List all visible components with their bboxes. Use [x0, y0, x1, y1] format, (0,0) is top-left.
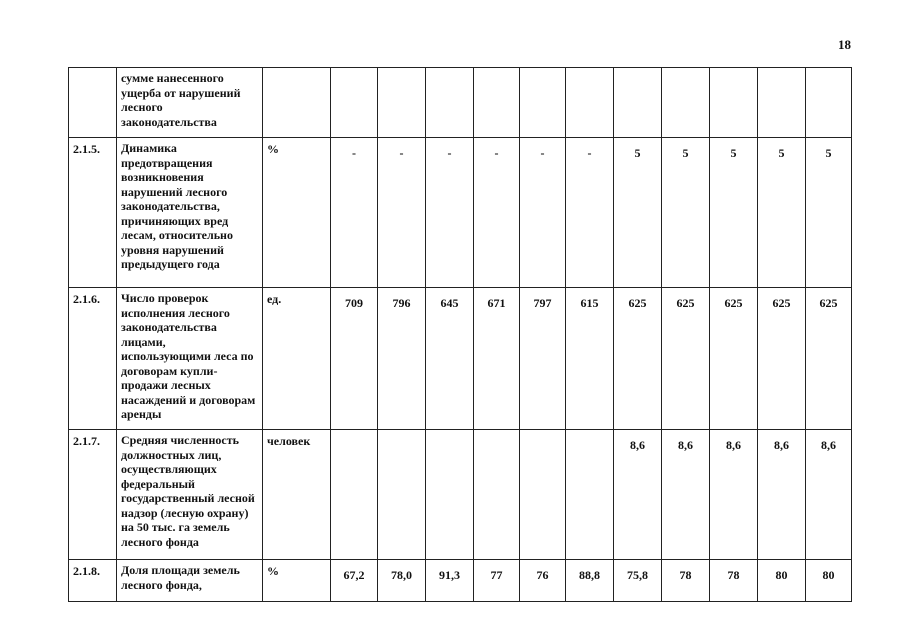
row-unit: % [263, 560, 331, 602]
row-value-cell: 625 [806, 288, 852, 430]
row-code: 2.1.6. [69, 288, 117, 430]
row-value-cell: 88,8 [566, 560, 614, 602]
row-value-cell [331, 430, 378, 560]
row-value-cell: 796 [378, 288, 426, 430]
row-indicator-name: Динамика предотвращения возникновения нарушений лесного законодательства, причиняющих вред лесам, относительно уровня нарушений предыдущего года [117, 138, 263, 288]
table-row [69, 560, 852, 602]
indicators-table [68, 67, 852, 602]
row-value-cell [426, 68, 474, 138]
row-unit: человек [263, 430, 331, 560]
row-value-cell: - [378, 138, 426, 288]
row-value-cell: 8,6 [614, 430, 662, 560]
table-row [69, 138, 852, 288]
table-row [69, 430, 852, 560]
row-unit: ед. [263, 288, 331, 430]
row-value-cell: 671 [474, 288, 520, 430]
row-value-cell: - [520, 138, 566, 288]
row-value-cell: 5 [614, 138, 662, 288]
row-value-cell: 91,3 [426, 560, 474, 602]
row-value-cell: 615 [566, 288, 614, 430]
row-value-cell [426, 430, 474, 560]
row-code: 2.1.7. [69, 430, 117, 560]
row-value-cell [331, 68, 378, 138]
row-value-cell [662, 68, 710, 138]
row-indicator-name: Доля площади земель лесного фонда, [117, 560, 263, 602]
row-value-cell [710, 68, 758, 138]
row-value-cell [474, 430, 520, 560]
row-value-cell: 67,2 [331, 560, 378, 602]
row-value-cell: 78 [662, 560, 710, 602]
row-value-cell: 709 [331, 288, 378, 430]
table-row [69, 288, 852, 430]
row-value-cell: 625 [758, 288, 806, 430]
row-code: 2.1.8. [69, 560, 117, 602]
row-value-cell: 8,6 [710, 430, 758, 560]
row-value-cell: 5 [710, 138, 758, 288]
row-indicator-name: Средняя численность должностных лиц, осуществляющих федеральный государственный лесной надзор (лесную охрану) на 50 тыс. га земель лесного фонда [117, 430, 263, 560]
row-value-cell: 8,6 [662, 430, 710, 560]
row-unit: % [263, 138, 331, 288]
row-indicator-name: Число проверок исполнения лесного законодательства лицами, использующими леса по договорам купли-продажи лесных насаждений и договорам аренды [117, 288, 263, 430]
row-value-cell: 80 [758, 560, 806, 602]
row-value-cell [566, 68, 614, 138]
row-value-cell: 5 [806, 138, 852, 288]
row-value-cell: 77 [474, 560, 520, 602]
row-value-cell: 78,0 [378, 560, 426, 602]
row-code: 2.1.5. [69, 138, 117, 288]
row-value-cell: - [331, 138, 378, 288]
row-value-cell [520, 68, 566, 138]
row-value-cell [378, 430, 426, 560]
row-value-cell: 76 [520, 560, 566, 602]
row-value-cell: - [474, 138, 520, 288]
row-value-cell: 75,8 [614, 560, 662, 602]
row-value-cell: 797 [520, 288, 566, 430]
row-value-cell: - [566, 138, 614, 288]
row-value-cell: 5 [758, 138, 806, 288]
row-value-cell [378, 68, 426, 138]
row-value-cell: 625 [614, 288, 662, 430]
row-indicator-name: сумме нанесенного ущерба от нарушений лесного законодательства [117, 68, 263, 138]
row-value-cell [520, 430, 566, 560]
row-value-cell: 8,6 [758, 430, 806, 560]
row-value-cell: 625 [710, 288, 758, 430]
row-value-cell: 8,6 [806, 430, 852, 560]
row-value-cell: 5 [662, 138, 710, 288]
row-value-cell [758, 68, 806, 138]
row-value-cell: 625 [662, 288, 710, 430]
row-code [69, 68, 117, 138]
row-value-cell [474, 68, 520, 138]
row-value-cell: 80 [806, 560, 852, 602]
row-value-cell [806, 68, 852, 138]
row-unit [263, 68, 331, 138]
row-value-cell: 78 [710, 560, 758, 602]
row-value-cell [614, 68, 662, 138]
row-value-cell: - [426, 138, 474, 288]
row-value-cell [566, 430, 614, 560]
row-value-cell: 645 [426, 288, 474, 430]
table-row [69, 68, 852, 138]
page-number: 18 [838, 37, 851, 52]
